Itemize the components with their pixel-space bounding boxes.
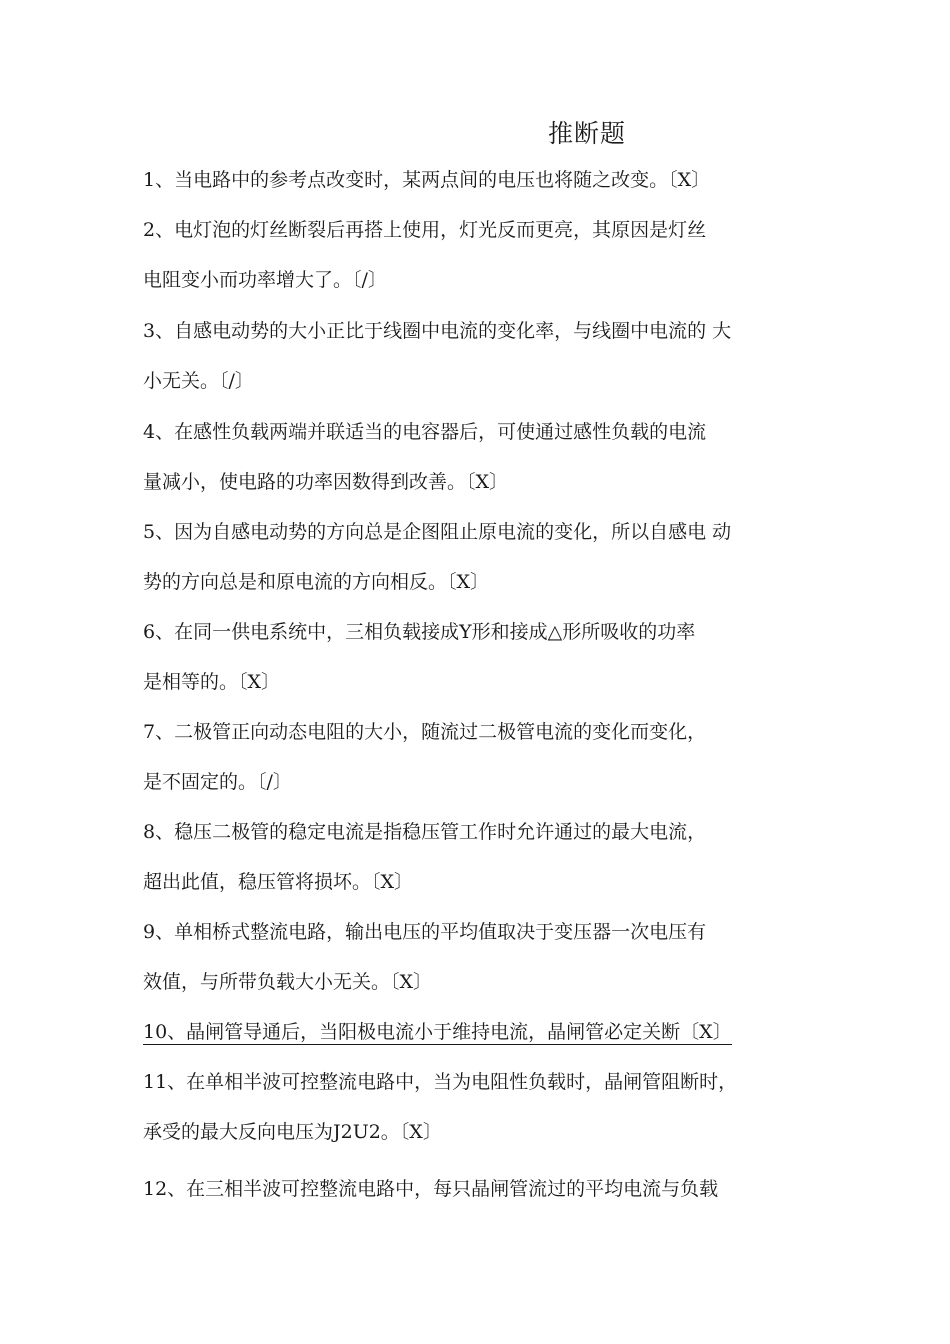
text-line: 效值，与所带负载大小无关。〔X〕: [143, 971, 433, 993]
text-line: 8、稳压二极管的稳定电流是指稳压管工作时允许通过的最大电流，: [143, 821, 707, 843]
text-line: 电阻变小而功率增大了。〔/〕: [143, 269, 387, 291]
text-line: 12、在三相半波可控整流电路中，每只晶闸管流过的平均电流与负载: [143, 1178, 719, 1200]
text-line: 量减小，使电路的功率因数得到改善。〔X〕: [143, 471, 509, 493]
text-line: 1、当电路中的参考点改变时，某两点间的电压也将随之改变。〔X〕: [143, 169, 711, 191]
text-line: 是相等的。〔X〕: [143, 671, 281, 693]
text-line: 承受的最大反向电压为J2U2。〔X〕: [143, 1121, 442, 1143]
underlined-text: 10、晶闸管导通后，当阳极电流小于维持电流，晶闸管必定关断〔X〕: [143, 1021, 732, 1043]
text-line: 是不固定的。〔/〕: [143, 771, 292, 793]
text-line: 超出此值，稳压管将损坏。〔X〕: [143, 871, 414, 893]
text-line: 4、在感性负载两端并联适当的电容器后，可使通过感性负载的电流: [143, 421, 707, 443]
text-line: [143, 1019, 732, 1045]
text-line: 小无关。〔/〕: [143, 370, 254, 392]
text-line: 2、电灯泡的灯丝断裂后再搭上使用，灯光反而更亮，其原因是灯丝: [143, 219, 707, 241]
text-line: 9、单相桥式整流电路，输出电压的平均值取决于变压器一次电压有: [143, 921, 707, 943]
text-line: 势的方向总是和原电流的方向相反。〔X〕: [143, 571, 490, 593]
text-line: 7、二极管正向动态电阻的大小，随流过二极管电流的变化而变化，: [143, 721, 707, 743]
text-line: 5、因为自感电动势的方向总是企图阻止原电流的变化，所以自感电 动: [143, 521, 732, 543]
text-line: 6、在同一供电系统中，三相负载接成Y形和接成△形所吸收的功率: [143, 621, 696, 643]
text-line: 11、在单相半波可控整流电路中，当为电阻性负载时，晶闸管阻断时，: [143, 1071, 738, 1093]
page-title: 推断题: [548, 119, 627, 148]
text-line: 3、自感电动势的大小正比于线圈中电流的变化率，与线圈中电流的 大: [143, 320, 732, 342]
